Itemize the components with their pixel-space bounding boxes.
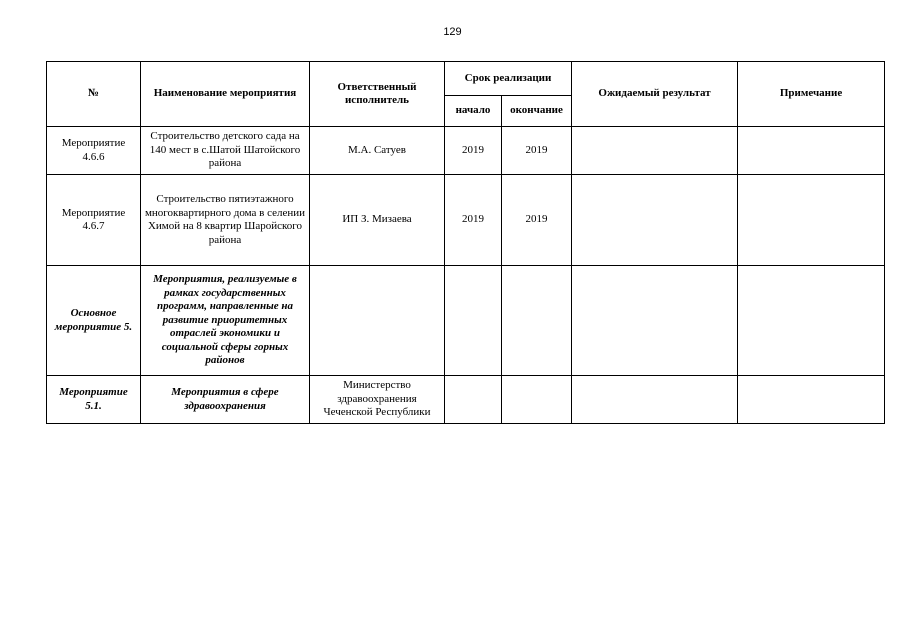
cell-end [502, 376, 572, 424]
cell-result [572, 127, 738, 175]
cell-name: Строительство детского сада на 140 мест в с.Шатой Шатойского района [141, 127, 310, 175]
table-row [47, 175, 885, 266]
cell-responsible: Министерство здравоохранения Чеченской Республики [310, 376, 445, 424]
header-result: Ожидаемый результат [572, 62, 738, 127]
header-name: Наименование мероприятия [141, 62, 310, 127]
header-num: № [47, 62, 141, 127]
cell-num: Мероприятие 5.1. [47, 376, 141, 424]
cell-end: 2019 [502, 127, 572, 175]
cell-start [445, 376, 502, 424]
activities-table [46, 61, 885, 424]
cell-start: 2019 [445, 175, 502, 266]
cell-num: Основное мероприятие 5. [47, 266, 141, 376]
table-row [47, 266, 885, 376]
page-number: 129 [443, 26, 462, 38]
cell-responsible: М.А. Сатуев [310, 127, 445, 175]
cell-start [445, 266, 502, 376]
cell-end [502, 266, 572, 376]
header-row [47, 62, 885, 96]
table-row [47, 127, 885, 175]
cell-result [572, 266, 738, 376]
cell-responsible: ИП З. Мизаева [310, 175, 445, 266]
cell-note [738, 127, 885, 175]
cell-num: Мероприятие 4.6.6 [47, 127, 141, 175]
cell-name: Мероприятия, реализуемые в рамках государственных программ, направленные на развитие приоритетных отраслей экономики и социальной сферы горных районов [141, 266, 310, 376]
cell-note [738, 175, 885, 266]
cell-note [738, 376, 885, 424]
cell-name: Мероприятия в сфере здравоохранения [141, 376, 310, 424]
cell-num: Мероприятие 4.6.7 [47, 175, 141, 266]
header-start: начало [445, 96, 502, 127]
cell-start: 2019 [445, 127, 502, 175]
header-end: окончание [502, 96, 572, 127]
header-period: Срок реализации [445, 62, 572, 96]
cell-end: 2019 [502, 175, 572, 266]
header-responsible: Ответственный исполнитель [310, 62, 445, 127]
cell-note [738, 266, 885, 376]
cell-responsible [310, 266, 445, 376]
cell-name: Строительство пятиэтажного многоквартирного дома в селении Химой на 8 квартир Шаройского района [141, 175, 310, 266]
table-row [47, 376, 885, 424]
cell-result [572, 376, 738, 424]
cell-result [572, 175, 738, 266]
header-note: Примечание [738, 62, 885, 127]
